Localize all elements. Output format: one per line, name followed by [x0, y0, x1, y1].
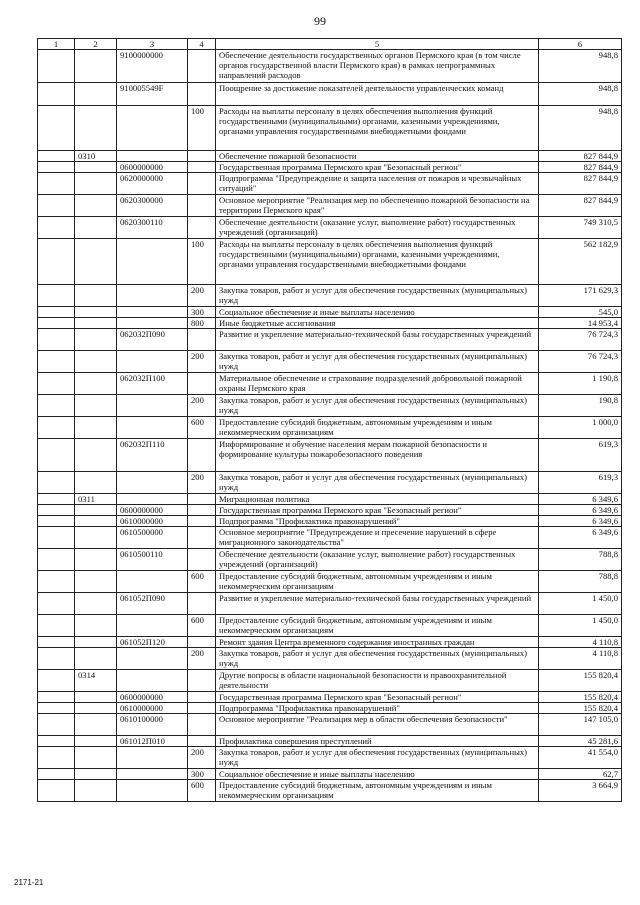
section-code-cell	[75, 307, 117, 318]
expense-type-cell: 100	[188, 106, 216, 151]
col1-cell	[38, 318, 75, 329]
col1-cell	[38, 472, 75, 494]
target-article-cell	[117, 285, 188, 307]
item-name-cell: Предоставление субсидий бюджетным, автономным учреждениям и иным некоммерческим организациям	[216, 780, 539, 802]
table-row	[38, 670, 622, 692]
expense-type-cell: 300	[188, 307, 216, 318]
section-code-cell	[75, 505, 117, 516]
item-name-cell: Иные бюджетные ассигнования	[216, 318, 539, 329]
amount-cell: 3 664,9	[539, 780, 622, 802]
item-name-cell: Материальное обеспечение и страхование подразделений добровольной пожарной охраны Пермского края	[216, 373, 539, 395]
expense-type-cell	[188, 162, 216, 173]
target-article-cell	[117, 395, 188, 417]
table-row	[38, 505, 622, 516]
col1-cell	[38, 151, 75, 162]
col1-cell	[38, 703, 75, 714]
col1-cell	[38, 769, 75, 780]
table-row	[38, 648, 622, 670]
table-row	[38, 373, 622, 395]
amount-cell: 6 349,6	[539, 527, 622, 549]
page-number: 99	[314, 14, 326, 28]
table-row	[38, 593, 622, 615]
col1-cell	[38, 373, 75, 395]
item-name-cell: Социальное обеспечение и иные выплаты населению	[216, 307, 539, 318]
amount-cell: 1 450,0	[539, 593, 622, 615]
section-code-cell	[75, 417, 117, 439]
table-row	[38, 780, 622, 802]
expense-type-cell	[188, 217, 216, 239]
target-article-cell	[117, 670, 188, 692]
amount-cell: 1 000,0	[539, 417, 622, 439]
expense-type-cell: 200	[188, 648, 216, 670]
section-code-cell	[75, 50, 117, 83]
target-article-cell: 0600000000	[117, 162, 188, 173]
expense-type-cell: 200	[188, 472, 216, 494]
amount-cell: 41 554,0	[539, 747, 622, 769]
item-name-cell: Информирование и обучение населения мерам пожарной безопасности и формирование культуры пожаробезопасного поведения	[216, 439, 539, 472]
target-article-cell: 9100000000	[117, 50, 188, 83]
section-code-cell	[75, 318, 117, 329]
col1-cell	[38, 417, 75, 439]
item-name-cell: Предоставление субсидий бюджетным, автономным учреждениям и иным некоммерческим организациям	[216, 615, 539, 637]
item-name-cell: Основное мероприятие "Реализация мер в области обеспечения безопасности"	[216, 714, 539, 736]
expense-type-cell: 200	[188, 747, 216, 769]
table-row	[38, 173, 622, 195]
col1-cell	[38, 505, 75, 516]
amount-cell: 6 349,6	[539, 494, 622, 505]
target-article-cell: 062032П090	[117, 329, 188, 351]
col1-cell	[38, 285, 75, 307]
expense-type-cell	[188, 195, 216, 217]
section-code-cell	[75, 692, 117, 703]
col1-cell	[38, 714, 75, 736]
table-row	[38, 217, 622, 239]
expense-type-cell	[188, 373, 216, 395]
expense-type-cell	[188, 151, 216, 162]
expense-type-cell	[188, 714, 216, 736]
target-article-cell	[117, 747, 188, 769]
col1-cell	[38, 162, 75, 173]
col1-cell	[38, 516, 75, 527]
item-name-cell: Основное мероприятие "Предупреждение и пресечение нарушений в сфере миграционного законодательства"	[216, 527, 539, 549]
table-row	[38, 307, 622, 318]
item-name-cell: Закупка товаров, работ и услуг для обеспечения государственных (муниципальных) нужд	[216, 395, 539, 417]
target-article-cell: 0610500110	[117, 549, 188, 571]
table-row	[38, 637, 622, 648]
col1-cell	[38, 494, 75, 505]
target-article-cell: 062032П110	[117, 439, 188, 472]
target-article-cell	[117, 307, 188, 318]
item-name-cell: Обеспечение деятельности (оказание услуг, выполнение работ) государственных учреждений (организаций)	[216, 549, 539, 571]
expense-type-cell: 600	[188, 417, 216, 439]
table-row	[38, 329, 622, 351]
item-name-cell: Расходы на выплаты персоналу в целях обеспечения выполнения функций государственными (муниципальными) органами, казенными учреждениями, органами управления государственными внебюджетными фондами	[216, 239, 539, 285]
target-article-cell: 0620000000	[117, 173, 188, 195]
target-article-cell	[117, 151, 188, 162]
col1-cell	[38, 106, 75, 151]
target-article-cell	[117, 318, 188, 329]
table-row	[38, 736, 622, 747]
col1-cell	[38, 307, 75, 318]
expense-type-cell: 200	[188, 351, 216, 373]
expense-type-cell	[188, 637, 216, 648]
amount-cell: 827 844,9	[539, 195, 622, 217]
expense-type-cell	[188, 329, 216, 351]
item-name-cell: Расходы на выплаты персоналу в целях обеспечения выполнения функций государственными (муниципальными) органами, казенными учреждениями, органами управления государственными внебюджетными фондами	[216, 106, 539, 151]
section-code-cell	[75, 195, 117, 217]
item-name-cell: Обеспечение деятельности (оказание услуг, выполнение работ) государственных учреждений (организаций)	[216, 217, 539, 239]
amount-cell: 788,8	[539, 571, 622, 593]
expense-type-cell	[188, 516, 216, 527]
section-code-cell	[75, 747, 117, 769]
section-code-cell	[75, 549, 117, 571]
header-cell-3: 3	[117, 39, 188, 50]
col1-cell	[38, 670, 75, 692]
table-row	[38, 703, 622, 714]
table-row	[38, 472, 622, 494]
col1-cell	[38, 747, 75, 769]
target-article-cell: 0610100000	[117, 714, 188, 736]
amount-cell: 6 349,6	[539, 505, 622, 516]
target-article-cell: 0610000000	[117, 703, 188, 714]
item-name-cell: Государственная программа Пермского края "Безопасный регион"	[216, 505, 539, 516]
table-row	[38, 549, 622, 571]
col1-cell	[38, 351, 75, 373]
expense-type-cell	[188, 703, 216, 714]
target-article-cell: 910005549F	[117, 83, 188, 106]
section-code-cell	[75, 162, 117, 173]
section-code-cell	[75, 373, 117, 395]
amount-cell: 155 820,4	[539, 692, 622, 703]
table-row	[38, 195, 622, 217]
table-row	[38, 395, 622, 417]
section-code-cell	[75, 615, 117, 637]
header-cell-6: 6	[539, 39, 622, 50]
item-name-cell: Государственная программа Пермского края "Безопасный регион"	[216, 162, 539, 173]
table-row	[38, 50, 622, 83]
section-code-cell	[75, 217, 117, 239]
table-row	[38, 692, 622, 703]
table-row	[38, 615, 622, 637]
expense-type-cell	[188, 692, 216, 703]
expense-type-cell	[188, 83, 216, 106]
expense-type-cell: 300	[188, 769, 216, 780]
section-code-cell	[75, 703, 117, 714]
section-code-cell	[75, 239, 117, 285]
amount-cell: 619,3	[539, 472, 622, 494]
amount-cell: 62,7	[539, 769, 622, 780]
amount-cell: 827 844,9	[539, 173, 622, 195]
item-name-cell: Развитие и укрепление материально-технической базы государственных учреждений	[216, 329, 539, 351]
amount-cell: 155 820,4	[539, 670, 622, 692]
col1-cell	[38, 329, 75, 351]
document-code: 2171-21	[14, 878, 44, 887]
section-code-cell: 0310	[75, 151, 117, 162]
table-row	[38, 106, 622, 151]
section-code-cell: 0311	[75, 494, 117, 505]
amount-cell: 827 844,9	[539, 151, 622, 162]
section-code-cell	[75, 395, 117, 417]
col1-cell	[38, 439, 75, 472]
col1-cell	[38, 593, 75, 615]
section-code-cell	[75, 648, 117, 670]
target-article-cell: 061052П120	[117, 637, 188, 648]
col1-cell	[38, 736, 75, 747]
target-article-cell	[117, 648, 188, 670]
section-code-cell	[75, 329, 117, 351]
table-row	[38, 83, 622, 106]
header-cell-5: 5	[216, 39, 539, 50]
expense-type-cell: 800	[188, 318, 216, 329]
item-name-cell: Миграционная политика	[216, 494, 539, 505]
section-code-cell	[75, 780, 117, 802]
table-row	[38, 351, 622, 373]
item-name-cell: Государственная программа Пермского края "Безопасный регион"	[216, 692, 539, 703]
table-row	[38, 285, 622, 307]
section-code-cell	[75, 516, 117, 527]
col1-cell	[38, 195, 75, 217]
col1-cell	[38, 571, 75, 593]
section-code-cell	[75, 736, 117, 747]
item-name-cell: Закупка товаров, работ и услуг для обеспечения государственных (муниципальных) нужд	[216, 648, 539, 670]
target-article-cell	[117, 472, 188, 494]
table-row	[38, 714, 622, 736]
section-code-cell	[75, 472, 117, 494]
section-code-cell	[75, 593, 117, 615]
budget-table	[37, 38, 622, 802]
amount-cell: 948,8	[539, 50, 622, 83]
item-name-cell: Обеспечение пожарной безопасности	[216, 151, 539, 162]
section-code-cell	[75, 714, 117, 736]
target-article-cell	[117, 351, 188, 373]
col1-cell	[38, 173, 75, 195]
section-code-cell	[75, 769, 117, 780]
expense-type-cell	[188, 494, 216, 505]
col1-cell	[38, 395, 75, 417]
amount-cell: 76 724,3	[539, 351, 622, 373]
target-article-cell: 0620300000	[117, 195, 188, 217]
target-article-cell: 0600000000	[117, 505, 188, 516]
table-row	[38, 162, 622, 173]
col1-cell	[38, 50, 75, 83]
target-article-cell	[117, 417, 188, 439]
table-row	[38, 494, 622, 505]
amount-cell: 76 724,3	[539, 329, 622, 351]
expense-type-cell: 600	[188, 780, 216, 802]
expense-type-cell	[188, 736, 216, 747]
table-row	[38, 318, 622, 329]
expense-type-cell	[188, 439, 216, 472]
table-row	[38, 769, 622, 780]
section-code-cell	[75, 439, 117, 472]
item-name-cell: Подпрограмма "Профилактика правонарушений"	[216, 516, 539, 527]
item-name-cell: Предоставление субсидий бюджетным, автономным учреждениям и иным некоммерческим организациям	[216, 571, 539, 593]
amount-cell: 155 820,4	[539, 703, 622, 714]
col1-cell	[38, 527, 75, 549]
item-name-cell: Закупка товаров, работ и услуг для обеспечения государственных (муниципальных) нужд	[216, 351, 539, 373]
target-article-cell: 0610000000	[117, 516, 188, 527]
amount-cell: 4 110,8	[539, 648, 622, 670]
expense-type-cell: 200	[188, 285, 216, 307]
expense-type-cell: 100	[188, 239, 216, 285]
item-name-cell: Развитие и укрепление материально-технической базы государственных учреждений	[216, 593, 539, 615]
section-code-cell	[75, 83, 117, 106]
target-article-cell	[117, 239, 188, 285]
expense-type-cell: 600	[188, 615, 216, 637]
section-code-cell: 0314	[75, 670, 117, 692]
expense-type-cell	[188, 50, 216, 83]
header-cell-4: 4	[188, 39, 216, 50]
target-article-cell	[117, 494, 188, 505]
col1-cell	[38, 692, 75, 703]
target-article-cell	[117, 780, 188, 802]
amount-cell: 190,8	[539, 395, 622, 417]
target-article-cell: 0620300110	[117, 217, 188, 239]
item-name-cell: Социальное обеспечение и иные выплаты населению	[216, 769, 539, 780]
item-name-cell: Профилактика совершения преступлений	[216, 736, 539, 747]
table-row	[38, 151, 622, 162]
target-article-cell: 061012П010	[117, 736, 188, 747]
expense-type-cell: 200	[188, 395, 216, 417]
expense-type-cell	[188, 670, 216, 692]
expense-type-cell	[188, 505, 216, 516]
target-article-cell	[117, 615, 188, 637]
col1-cell	[38, 549, 75, 571]
expense-type-cell	[188, 173, 216, 195]
col1-cell	[38, 83, 75, 106]
target-article-cell	[117, 769, 188, 780]
section-code-cell	[75, 106, 117, 151]
header-cell-1: 1	[38, 39, 75, 50]
amount-cell: 171 629,3	[539, 285, 622, 307]
section-code-cell	[75, 173, 117, 195]
item-name-cell: Закупка товаров, работ и услуг для обеспечения государственных (муниципальных) нужд	[216, 747, 539, 769]
col1-cell	[38, 239, 75, 285]
item-name-cell: Предоставление субсидий бюджетным, автономным учреждениям и иным некоммерческим организациям	[216, 417, 539, 439]
section-code-cell	[75, 285, 117, 307]
table-row	[38, 239, 622, 285]
section-code-cell	[75, 351, 117, 373]
item-name-cell: Обеспечение деятельности государственных органов Пермского края (в том числе органов государственной власти Пермского края) в рамках непрограммных направлений расходов	[216, 50, 539, 83]
table-row	[38, 747, 622, 769]
amount-cell: 788,8	[539, 549, 622, 571]
target-article-cell: 061052П090	[117, 593, 188, 615]
amount-cell: 1 190,8	[539, 373, 622, 395]
amount-cell: 948,8	[539, 83, 622, 106]
col1-cell	[38, 780, 75, 802]
amount-cell: 619,3	[539, 439, 622, 472]
item-name-cell: Закупка товаров, работ и услуг для обеспечения государственных (муниципальных) нужд	[216, 285, 539, 307]
table-body	[38, 50, 622, 802]
item-name-cell: Поощрение за достижение показателей деятельности управленческих команд	[216, 83, 539, 106]
amount-cell: 147 105,0	[539, 714, 622, 736]
item-name-cell: Подпрограмма "Профилактика правонарушений"	[216, 703, 539, 714]
amount-cell: 4 110,8	[539, 637, 622, 648]
header-cell-2: 2	[75, 39, 117, 50]
expense-type-cell	[188, 527, 216, 549]
budget-table-container	[37, 38, 621, 802]
item-name-cell: Подпрограмма "Предупреждение и защита населения от пожаров и чрезвычайных ситуаций"	[216, 173, 539, 195]
item-name-cell: Закупка товаров, работ и услуг для обеспечения государственных (муниципальных) нужд	[216, 472, 539, 494]
table-row	[38, 571, 622, 593]
col1-cell	[38, 648, 75, 670]
amount-cell: 545,0	[539, 307, 622, 318]
expense-type-cell	[188, 593, 216, 615]
amount-cell: 1 450,0	[539, 615, 622, 637]
amount-cell: 749 310,5	[539, 217, 622, 239]
table-row	[38, 417, 622, 439]
item-name-cell: Другие вопросы в области национальной безопасности и правоохранительной деятельности	[216, 670, 539, 692]
target-article-cell: 062032П100	[117, 373, 188, 395]
amount-cell: 45 281,6	[539, 736, 622, 747]
table-row	[38, 439, 622, 472]
section-code-cell	[75, 527, 117, 549]
target-article-cell: 0610500000	[117, 527, 188, 549]
section-code-cell	[75, 637, 117, 648]
amount-cell: 14 953,4	[539, 318, 622, 329]
item-name-cell: Ремонт здания Центра временного содержания иностранных граждан	[216, 637, 539, 648]
amount-cell: 562 182,9	[539, 239, 622, 285]
table-row	[38, 516, 622, 527]
amount-cell: 827 844,9	[539, 162, 622, 173]
target-article-cell	[117, 106, 188, 151]
table-row	[38, 527, 622, 549]
section-code-cell	[75, 571, 117, 593]
col1-cell	[38, 615, 75, 637]
item-name-cell: Основное мероприятие "Реализация мер по обеспечению пожарной безопасности на территории Пермского края"	[216, 195, 539, 217]
expense-type-cell	[188, 549, 216, 571]
target-article-cell: 0600000000	[117, 692, 188, 703]
target-article-cell	[117, 571, 188, 593]
amount-cell: 948,8	[539, 106, 622, 151]
table-header-row	[38, 39, 622, 50]
expense-type-cell: 600	[188, 571, 216, 593]
col1-cell	[38, 217, 75, 239]
col1-cell	[38, 637, 75, 648]
amount-cell: 6 349,6	[539, 516, 622, 527]
